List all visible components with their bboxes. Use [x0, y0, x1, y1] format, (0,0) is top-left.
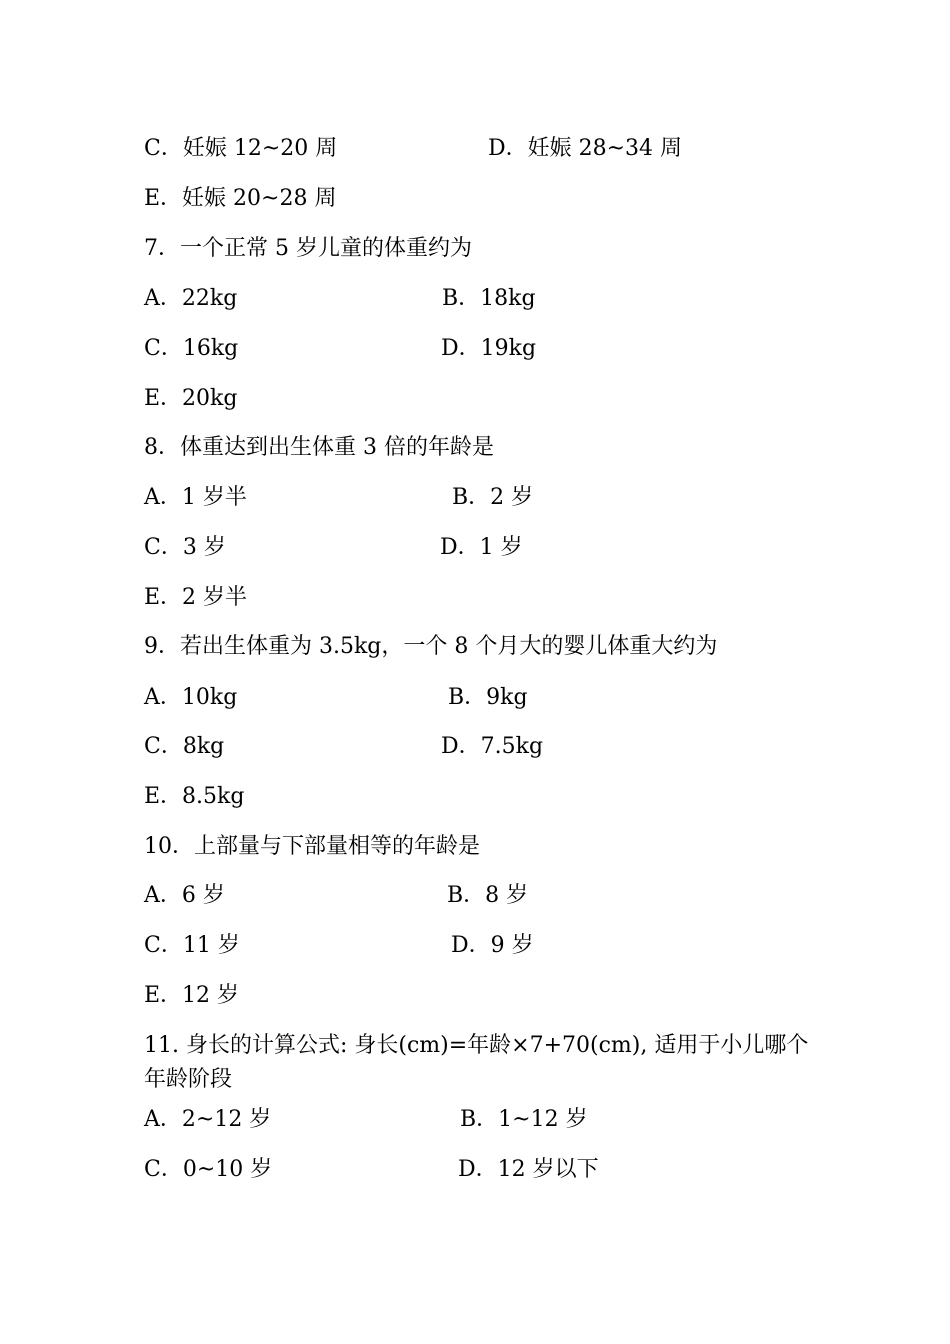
option-a: A．10kg: [144, 685, 238, 710]
question-stem: 11. 身长的计算公式: 身长(cm)=年龄×7+70(cm), 适用于小儿哪个年龄阶段: [144, 1033, 809, 1092]
option-e: E．妊娠 20~28 周: [144, 186, 337, 211]
option-b: B．9kg: [448, 685, 528, 710]
option-a: A．22kg: [144, 286, 238, 311]
option-d: D．7.5kg: [441, 734, 544, 759]
option-c: C．8kg: [144, 734, 225, 759]
option-e: E．8.5kg: [144, 784, 245, 809]
option-c: C．0~10 岁: [144, 1157, 273, 1182]
option-e: E．20kg: [144, 386, 238, 411]
question-stem: 10．上部量与下部量相等的年龄是: [144, 834, 480, 859]
option-d: D．1 岁: [440, 535, 523, 560]
option-a: A．6 岁: [144, 883, 225, 908]
option-e: E．2 岁半: [144, 585, 248, 610]
option-e: E．12 岁: [144, 983, 240, 1008]
option-a: A．2~12 岁: [144, 1107, 272, 1132]
question-stem: 8．体重达到出生体重 3 倍的年龄是: [144, 435, 494, 460]
option-a: A．1 岁半: [144, 485, 247, 510]
option-d: D．9 岁: [451, 933, 534, 958]
option-d: D．妊娠 28~34 周: [488, 136, 683, 161]
option-b: B．8 岁: [447, 883, 529, 908]
option-d: D．19kg: [441, 336, 537, 361]
question-stem: 9．若出生体重为 3.5kg，一个 8 个月大的婴儿体重大约为: [144, 634, 718, 659]
option-c: C．妊娠 12~20 周: [144, 136, 338, 161]
option-c: C．11 岁: [144, 933, 240, 958]
option-b: B．1~12 岁: [460, 1107, 588, 1132]
option-b: B．18kg: [442, 286, 536, 311]
question-stem: 7．一个正常 5 岁儿童的体重约为: [144, 236, 472, 261]
option-c: C．3 岁: [144, 535, 226, 560]
option-b: B．2 岁: [452, 485, 534, 510]
option-c: C．16kg: [144, 336, 239, 361]
option-d: D．12 岁以下: [458, 1157, 599, 1182]
